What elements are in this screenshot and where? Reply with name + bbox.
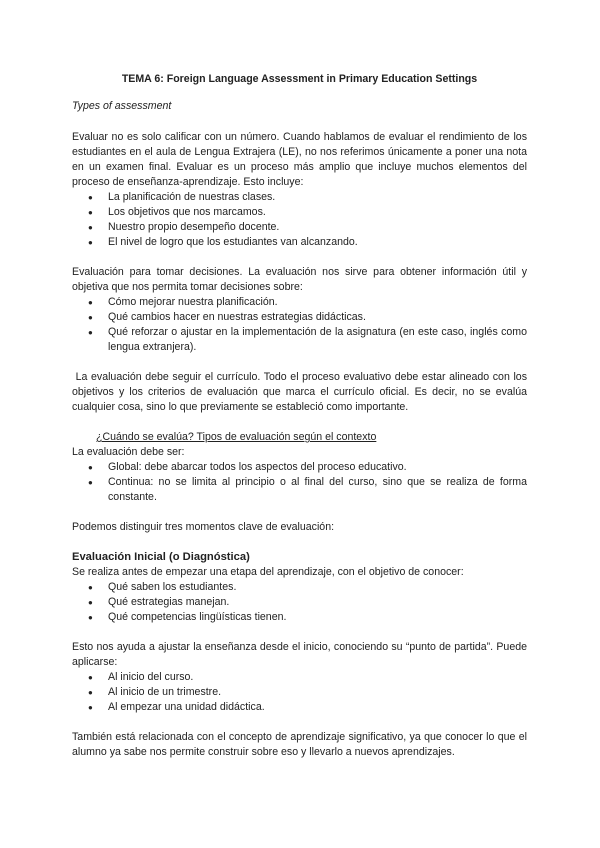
list-initial-goals: [72, 580, 527, 625]
list-item: ● Cómo mejorar nuestra planificación.: [72, 295, 527, 310]
document-title: TEMA 6: Foreign Language Assessment in Primary Education Settings: [121, 73, 478, 85]
section-subtitle: Types of assessment: [72, 100, 172, 112]
list-item: ● Nuestro propio desempeño docente.: [72, 220, 527, 235]
list-decisions: [72, 295, 527, 355]
list-item: ● Qué saben los estudiantes.: [72, 580, 527, 595]
paragraph-starting-point: Esto nos ayuda a ajustar la enseñanza desde el inicio, conociendo su “punto de partida”. Puede aplicarse:: [72, 641, 527, 668]
list-item: ● Continua: no se limita al principio o al final del curso, sino que se realiza de forma constante.: [72, 475, 527, 505]
paragraph-curriculum: La evaluación debe seguir el currículo. Todo el proceso evaluativo debe estar alineado con los objetivos y los criterios de evaluación que marca el currículo oficial. Es decir, no se evalúa cualquier cosa, sino lo que previamente se estableció como importante.: [72, 371, 530, 413]
list-item: ● Qué estrategias manejan.: [72, 595, 527, 610]
list-item: ● Global: debe abarcar todos los aspectos del proceso educativo.: [72, 460, 527, 475]
paragraph-decisions: Evaluación para tomar decisiones. La evaluación nos sirve para obtener información útil y objetiva que nos permita tomar decisiones sobre:: [72, 266, 527, 293]
list-item: ● Los objetivos que nos marcamos.: [72, 205, 527, 220]
list-item: ● La planificación de nuestras clases.: [72, 190, 527, 205]
list-evaluation-elements: [72, 190, 527, 250]
paragraph-moments: Podemos distinguir tres momentos clave de evaluación:: [72, 521, 335, 533]
document-body: [72, 72, 530, 760]
list-when-applied: [72, 670, 527, 715]
question-heading: ¿Cuándo se evalúa? Tipos de evaluación según el contexto: [96, 431, 377, 443]
list-item: ● El nivel de logro que los estudiantes van alcanzando.: [72, 235, 527, 250]
list-item: ● Qué competencias lingüísticas tienen.: [72, 610, 527, 625]
list-item: ● Al inicio del curso.: [72, 670, 527, 685]
heading-initial-evaluation: Evaluación Inicial (o Diagnóstica): [72, 551, 250, 563]
paragraph-intro: Evaluar no es solo calificar con un número. Cuando hablamos de evaluar el rendimiento de los estudiantes en el aula de Lengua Extrajera (LE), no nos referimos únicamente a poner una nota en un examen final. Evaluar es un proceso más amplio que incluye muchos elementos del proceso de enseñanza-aprendizaje. Esto incluye:: [72, 131, 527, 188]
list-evaluation-types: [72, 460, 527, 505]
paragraph-initial: Se realiza antes de empezar una etapa del aprendizaje, con el objetivo de conocer:: [72, 566, 464, 578]
paragraph-meaningful-learning: También está relacionada con el concepto de aprendizaje significativo, ya que conocer lo que el alumno ya sabe nos permite construir sobre eso y llevarlo a nuevos aprendizajes.: [72, 731, 527, 758]
list-item: ● Al empezar una unidad didáctica.: [72, 700, 527, 715]
list-item: ● Qué reforzar o ajustar en la implementación de la asignatura (en este caso, inglés como lengua extranjera).: [72, 325, 527, 355]
list-item: ● Qué cambios hacer en nuestras estrategias didácticas.: [72, 310, 527, 325]
list-item: ● Al inicio de un trimestre.: [72, 685, 527, 700]
paragraph-must-be: La evaluación debe ser:: [72, 446, 185, 458]
